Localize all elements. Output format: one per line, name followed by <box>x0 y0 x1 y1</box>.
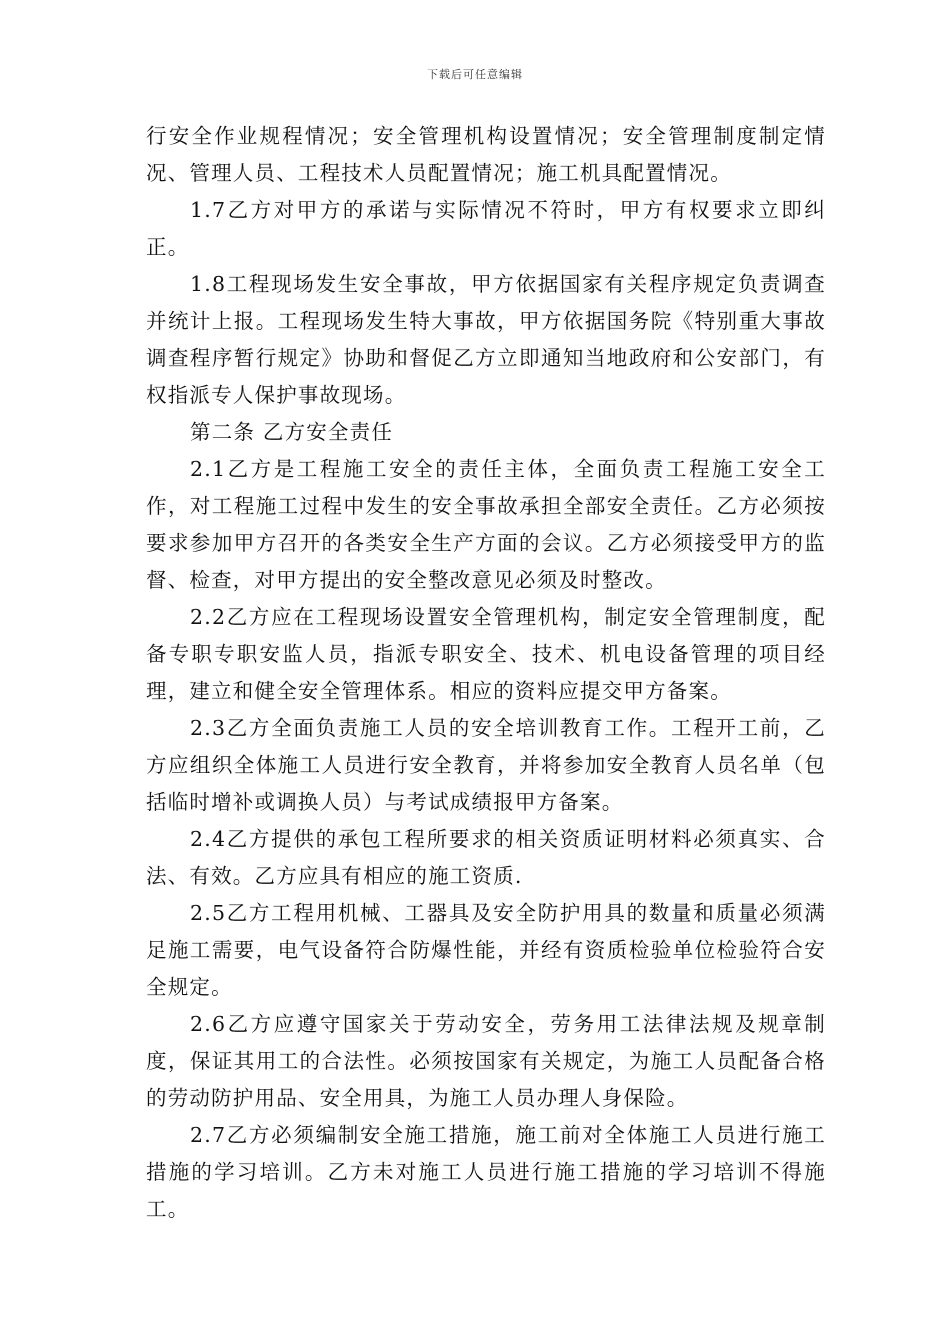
section-heading-article-2: 第二条 乙方安全责任 <box>190 420 394 444</box>
paragraph-2-4: 2.4乙方提供的承包工程所要求的相关资质证明材料必须真实、合法、有效。乙方应具有相应的施工资质. <box>146 827 826 888</box>
paragraph-2-2: 2.2乙方应在工程现场设置安全管理机构，制定安全管理制度，配备专职专职安监人员，指派专职安全、技术、机电设备管理的项目经理，建立和健全安全管理体系。相应的资料应提交甲方备案。 <box>146 605 826 703</box>
paragraph-2-7: 2.7乙方必须编制安全施工措施，施工前对全体施工人员进行施工措施的学习培训。乙方未对施工人员进行施工措施的学习培训不得施工。 <box>146 1123 826 1221</box>
paragraph-2-5: 2.5乙方工程用机械、工器具及安全防护用具的数量和质量必须满足施工需要，电气设备符合防爆性能，并经有资质检验单位检验符合安全规定。 <box>146 901 826 999</box>
paragraph-2-1: 2.1乙方是工程施工安全的责任主体，全面负责工程施工安全工作，对工程施工过程中发生的安全事故承担全部安全责任。乙方必须按要求参加甲方召开的各类安全生产方面的会议。乙方必须接受甲方的监督、检查，对甲方提出的安全整改意见必须及时整改。 <box>146 457 826 592</box>
document-body <box>146 118 826 1228</box>
header-note: 下载后可任意编辑 <box>427 68 523 81</box>
paragraph-1-8: 1.8工程现场发生安全事故，甲方依据国家有关程序规定负责调查并统计上报。工程现场发生特大事故，甲方依据国务院《特别重大事故调查程序暂行规定》协助和督促乙方立即通知当地政府和公安部门，有权指派专人保护事故现场。 <box>146 272 826 407</box>
paragraph-1-7: 1.7乙方对甲方的承诺与实际情况不符时，甲方有权要求立即纠正。 <box>146 198 826 259</box>
paragraph-2-3: 2.3乙方全面负责施工人员的安全培训教育工作。工程开工前，乙方应组织全体施工人员进行安全教育，并将参加安全教育人员名单（包括临时增补或调换人员）与考试成绩报甲方备案。 <box>146 716 826 814</box>
paragraph-2-6: 2.6乙方应遵守国家关于劳动安全，劳务用工法律法规及规章制度，保证其用工的合法性。必须按国家有关规定，为施工人员配备合格的劳动防护用品、安全用具，为施工人员办理人身保险。 <box>146 1012 826 1110</box>
paragraph-continuation: 行安全作业规程情况；安全管理机构设置情况；安全管理制度制定情况、管理人员、工程技术人员配置情况；施工机具配置情况。 <box>146 124 826 185</box>
